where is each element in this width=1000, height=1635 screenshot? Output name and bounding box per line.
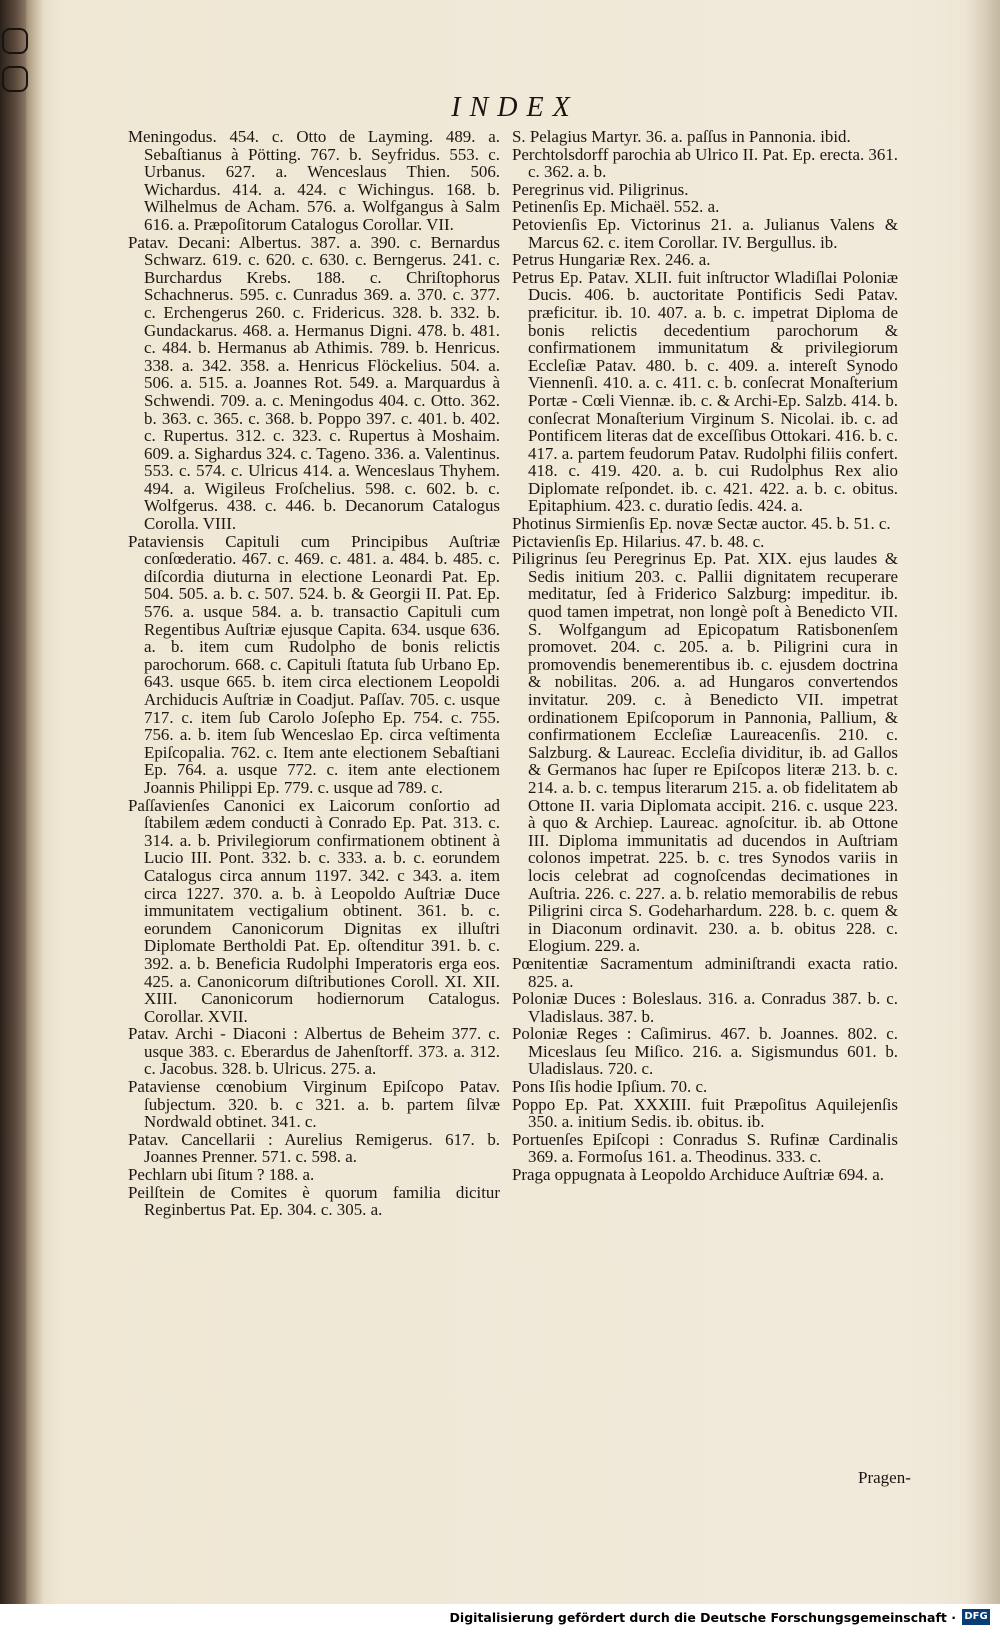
index-entry: Poloniæ Duces : Boleslaus. 316. a. Conradus 387. b. c. Vladislaus. 387. b. (512, 989, 898, 1026)
index-entry: Patav. Archi - Diaconi : Albertus de Beheim 377. c. usque 383. c. Eberardus de Jahenſtorff. 373. a. 312. c. Jacobus. 328. b. Ulricus. 275. a. (128, 1024, 500, 1079)
index-entry: Petrus Hungariæ Rex. 246. a. (512, 250, 711, 270)
index-entry: Patav. Cancellarii : Aurelius Remigerus. 617. b. Joannes Prenner. 571. c. 598. a. (128, 1129, 500, 1167)
footer-credit: Digitalisierung gefördert durch die Deutsche Forschungsgemeinschaft · (449, 1610, 956, 1625)
catchword: Pragen- (858, 1468, 911, 1487)
page-header: INDEX (451, 92, 579, 123)
index-entry: Pons Iſis hodie Ipſium. 70. c. (512, 1077, 708, 1097)
index-entry: Piligrinus ſeu Peregrinus Ep. Pat. XIX. ejus laudes & Sedis initium 203. c. Pallii dignitatem recuperare meditatur, ſed à Friderico Salzburg: impeditur. ib. quod tamen impetrat, non longè poſt à Benedicto VII. S. Wolfgangum ad Epicopatum Ratisbonenſem promovet. 204. c. 205. a. b. Piligrini cura in promovendis benemerentibus ib. c. ejusdem doctrina & nobilitas. 206. a. ad Hungaros convertendos invitatur. 209. c. à Benedicto VII. impetrat ordinationem Epiſcoporum in Pannonia, Pallium, & confirmationem Eccleſiæ Laureacenſis. 210. c. Salzburg. & Laureac. Eccleſia dividitur, ib. ad Gallos & Germanos hac ſuper re Epiſcopos literæ 213. b. c. 214. a. b. c. tempus literarum 215. a. ob fidelitatem ab Ottone II. varia Diplomata accipit. 216. c. usque 223. à quo & Archiep. Laureac. agnoſcitur. ib. ab Ottone III. Diploma immunitatis ad ducendos in Auſtriam colonos impetrat. 225. b. c. tres Synodos variis in locis celebrat ad cognoſcendas decimationes in Auſtria. 226. c. 227. a. b. relatio memorabilis de rebus Piligrini circa S. Godeharhardum. 228. b. c. quem & in Diaconum ordinavit. 230. a. b. obitus 228. c. Elogium. 229. a. (512, 549, 898, 956)
book-spine (0, 0, 26, 1635)
index-entry: Perchtolsdorff parochia ab Ulrico II. Pat. Ep. erecta. 361. c. 362. a. b. (512, 144, 898, 182)
index-entry: Pœnitentiæ Sacramentum adminiſtrandi exacta ratio. 825. a. (512, 953, 898, 991)
index-entry: Pataviense cœnobium Virginum Epiſcopo Patav. ſubjectum. 320. b. c 321. a. b. partem ſilvæ Nordwald obtinet. 341. c. (128, 1077, 500, 1132)
index-entry: Paſſavienſes Canonici ex Laicorum conſortio ad ſtabilem ædem conducti à Conrado Ep. Pat. 313. c. 314. a. b. Privilegiorum confirmationem obtinent à Lucio III. Pont. 332. b. c. 333. a. b. c. eorundem Catalogus circa annum 1197. 342. c 343. a. item circa 1227. 370. a. b. à Leopoldo Auſtriæ Duce immunitatem vectigalium obtinent. 361. b. c. eorundem Canonicorum Dignitas ex illuſtri Diplomate Bertholdi Pat. Ep. oſtenditur 391. b. c. 392. a. b. Beneficia Rudolphi Imperatoris erga eos. 425. a. Canonicorum diſtributiones Coroll. XI. XII. XIII. Canonicorum hodiernorum Catalogus. Corollar. XVII. (128, 795, 500, 1026)
index-entry: Peregrinus vid. Piligrinus. (512, 179, 689, 199)
index-entry: Praga oppugnata à Leopoldo Archiduce Auſtriæ 694. a. (512, 1165, 884, 1185)
index-entry: Petovienſis Ep. Victorinus 21. a. Julianus Valens & Marcus 62. c. item Corollar. IV. Bergullus. ib. (512, 214, 898, 252)
index-entry: Meningodus. 454. c. Otto de Layming. 489. a. Sebaſtianus à Pötting. 767. b. Seyfridus. 553. c. Urbanus. 627. a. Wenceslaus Thien. 506. Wichardus. 414. a. 424. c Wichingus. 168. b. Wilhelmus de Acham. 576. a. Wolfgangus à Salm 616. a. Præpoſitorum Catalogus Corollar. VII. (128, 127, 500, 234)
index-entry: Pictavienſis Ep. Hilarius. 47. b. 48. c. (512, 531, 765, 551)
index-entry: Petrus Ep. Patav. XLII. fuit inſtructor Wladiſlai Poloniæ Ducis. 406. b. auctoritate Pontificis Sedi Patav. præficitur. ib. 10. 407. a. b. c. impetrat Diploma de bonis relictis decedentium parochorum & confirmationem immunitatum & privilegiorum Eccleſiæ Patav. 480. b. c. 409. a. intereſt Synodo Viennenſi. 410. a. c. 411. c. b. conſecrat Monaſterium Portæ - Cœli Viennæ. ib. c. & Archi-Ep. Salzb. 414. b. conſecrat Monaſterium Virginum S. Nicolai. ib. c. ad Pontificem literas dat de exceſſibus Ottokari. 416. b. c. 417. a. partem feudorum Patav. Rudolphi filiis confert. 418. c. 419. 420. a. b. cui Rudolphus Rex alio Diplomate reſpondet. ib. c. 421. 422. a. b. c. obitus. Epitaphium. 423. c. duratio ſedis. 424. a. (512, 267, 898, 516)
index-entry: Portuenſes Epiſcopi : Conradus S. Rufinæ Cardinalis 369. a. Formoſus 161. a. Theodinus. 333. c. (512, 1129, 898, 1167)
index-entry: Pechlarn ubi ſitum ? 188. a. (128, 1165, 315, 1185)
index-entry: Poloniæ Reges : Caſimirus. 467. b. Joannes. 802. c. Miceslaus ſeu Miſico. 216. a. Sigismundus 601. b. Uladislaus. 720. c. (512, 1024, 898, 1079)
index-entry: S. Pelagius Martyr. 36. a. paſſus in Pannonia. ibid. (512, 127, 851, 146)
index-entry: Pataviensis Capituli cum Principibus Auſtriæ conſœderatio. 467. c. 469. c. 481. a. 484. b. 485. c. diſcordia diuturna in electione Leonardi Pat. Ep. 504. 505. a. b. c. 507. 524. b. & Georgii II. Pat. Ep. 576. a. usque 584. a. b. transactio Capituli cum Regentibus Auſtriæ ejusque Capita. 634. usque 636. a. b. item cum Rudolpho de bonis relictis parochorum. 668. c. Capituli ſtatuta ſub Urbano Ep. 643. usque 665. b. item circa electionem Leopoldi Archiducis Auſtriæ in Coadjut. Paſſav. 705. c. usque 717. c. item ſub Carolo Joſepho Ep. 754. c. 755. 756. a. b. item ſub Wenceslao Ep. circa veſtimenta Epiſcopalia. 762. c. Item ante electionem Sebaſtiani Ep. 764. a. usque 772. c. item ante electionem Joannis Philippi Ep. 779. c. usque ad 789. c. (128, 531, 500, 797)
dfg-logo: DFG (962, 1609, 990, 1625)
binding-clasp (2, 28, 28, 54)
right-column (512, 128, 898, 1184)
index-page (40, 0, 990, 1600)
index-entry: Petinenſis Ep. Michaël. 552. a. (512, 197, 720, 217)
index-entry: Photinus Sirmienſis Ep. novæ Sectæ auctor. 45. b. 51. c. (512, 514, 891, 534)
binding-clasp (2, 66, 28, 92)
index-entry: Peilſtein de Comites è quorum familia dicitur Reginbertus Pat. Ep. 304. c. 305. a. (128, 1182, 500, 1220)
index-entry: Patav. Decani: Albertus. 387. a. 390. c. Bernardus Schwarz. 619. c. 620. c. 630. c. Berngerus. 241. c. Burchardus Krebs. 188. c. Chriſtophorus Schachnerus. 595. c. Cunradus 369. a. 370. c. 377. c. Erchengerus 260. c. Fridericus. 328. b. 332. b. Gundackarus. 468. a. Hermanus Digni. 478. b. 481. c. 484. b. Hermanus ab Athimis. 789. b. Henricus. 338. a. 342. 358. a. Henricus Flöckelius. 504. a. 506. a. 515. a. Joannes Rot. 549. a. Marquardus à Schwendi. 709. a. c. Meningodus 404. c. Otto. 362. b. 363. c. 365. c. 368. b. Poppo 397. c. 401. b. 402. c. Rupertus. 312. c. 323. c. Rupertus à Moshaim. 609. a. Sighardus 324. c. Tageno. 336. a. Valentinus. 553. c. 574. c. Ulricus 414. a. Wenceslaus Thyhem. 494. a. Wigileus Froſchelius. 598. c. 602. b. c. Wolfgerus. 438. c. 446. b. Decanorum Catalogus Corolla. VIII. (128, 232, 500, 534)
index-entry: Poppo Ep. Pat. XXXIII. fuit Præpoſitus Aquilejenſis 350. a. initium Sedis. ib. obitus. ib. (512, 1094, 898, 1132)
left-column (128, 128, 500, 1219)
